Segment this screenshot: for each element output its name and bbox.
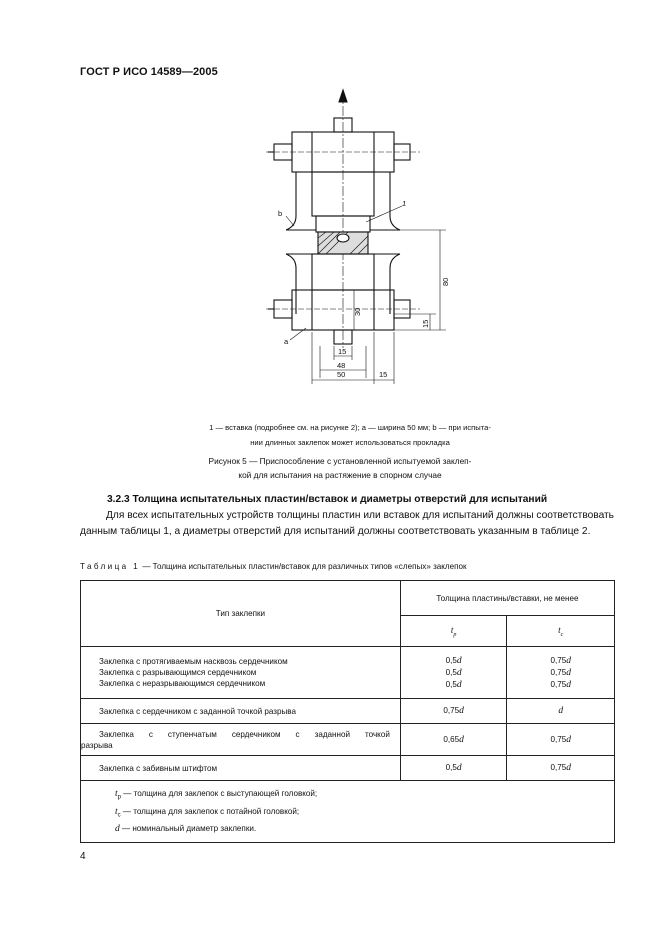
note-tc: $t_c$ — толщина для заклепок с потайной головкой; (115, 806, 300, 819)
table-notes-row (81, 781, 615, 843)
dim-50: 50 (337, 370, 346, 379)
table-row: Заклепка с сердечником с заданной точкой разрыва 0,75d d (81, 699, 615, 724)
fixture-drawing (250, 88, 460, 388)
table-title-text: — Толщина испытательных пластин/вставок для различных типов «слепых» заклепок (140, 562, 467, 571)
dim-30: 30 (353, 307, 362, 316)
figure-caption (180, 454, 500, 482)
legend-line-2: нии длинных заклепок может использоваться прокладка (250, 438, 450, 447)
table-row: Заклепка с ступенчатым сердечником с заданной точкой разрыва 0,65d 0,75d (81, 724, 615, 756)
header-tc: $t_c$ (507, 616, 615, 647)
note-d: d — номинальный диаметр заклепки. (115, 824, 257, 835)
table-label: Таблица 1 (80, 562, 141, 571)
row-type: Заклепка с разрывающимся сердечником (99, 668, 257, 677)
page-number: 4 (80, 851, 86, 862)
label-a: a (284, 337, 289, 346)
dim-15-side: 15 (379, 370, 388, 379)
note-tp: $t_p$ — толщина для заклепок с выступающей головкой; (115, 789, 318, 801)
label-b: b (278, 209, 283, 218)
caption-line-1: Рисунок 5 — Приспособление с установленной испытуемой заклеп- (208, 456, 472, 466)
thickness-table (80, 580, 615, 843)
row-type: Заклепка с неразрывающимся сердечником (99, 679, 266, 688)
section-title: 3.2.3 Толщина испытательных пластин/вставок и диаметры отверстий для испытаний (107, 494, 548, 505)
row-type: Заклепка с забивным штифтом (81, 756, 401, 781)
dim-15-bottom: 15 (338, 347, 347, 356)
row-type: Заклепка с ступенчатым сердечником с заданной точкой (99, 729, 390, 739)
header-thickness: Толщина пластины/вставки, не менее (400, 581, 614, 616)
table-notes (81, 781, 615, 843)
table-row: Заклепка с протягиваемым насквозь сердечником Заклепка с разрывающимся сердечником Заклепка с неразрывающимся сердечником 0,5d 0,5d 0,5d 0,75d 0,75d 0,75d (81, 647, 615, 699)
label-insert: 1 (402, 199, 407, 208)
header-rivet-type: Тип заклепки (81, 581, 401, 647)
document-code-header: ГОСТ Р ИСО 14589—2005 (80, 66, 218, 78)
dim-80: 80 (441, 277, 450, 286)
table-row: Заклепка с забивным штифтом 0,5d 0,75d (81, 756, 615, 781)
caption-line-2: кой для испытания на растяжение в спорном случае (238, 470, 442, 480)
row-type: Заклепка с сердечником с заданной точкой разрыва (81, 699, 401, 724)
table-title (80, 562, 467, 571)
row-type-cont: разрыва (81, 740, 113, 750)
section-paragraph: Для всех испытательных устройств толщины пластин или вставок для испытаний должны соответствовать данным таблицы 1, а диаметры отверстий для испытаний должны соответствовать указанным в таблице 2. (80, 510, 614, 537)
dim-48: 48 (337, 361, 346, 370)
figure-legend (180, 420, 520, 450)
dim-15-right: 15 (421, 319, 430, 328)
legend-line-1: 1 — вставка (подробнее см. на рисунке 2); a — ширина 50 мм; b — при испыта- (209, 423, 491, 432)
header-tp: $t_p$ (400, 616, 507, 647)
row-type: Заклепка с протягиваемым насквозь сердечником (99, 657, 288, 666)
